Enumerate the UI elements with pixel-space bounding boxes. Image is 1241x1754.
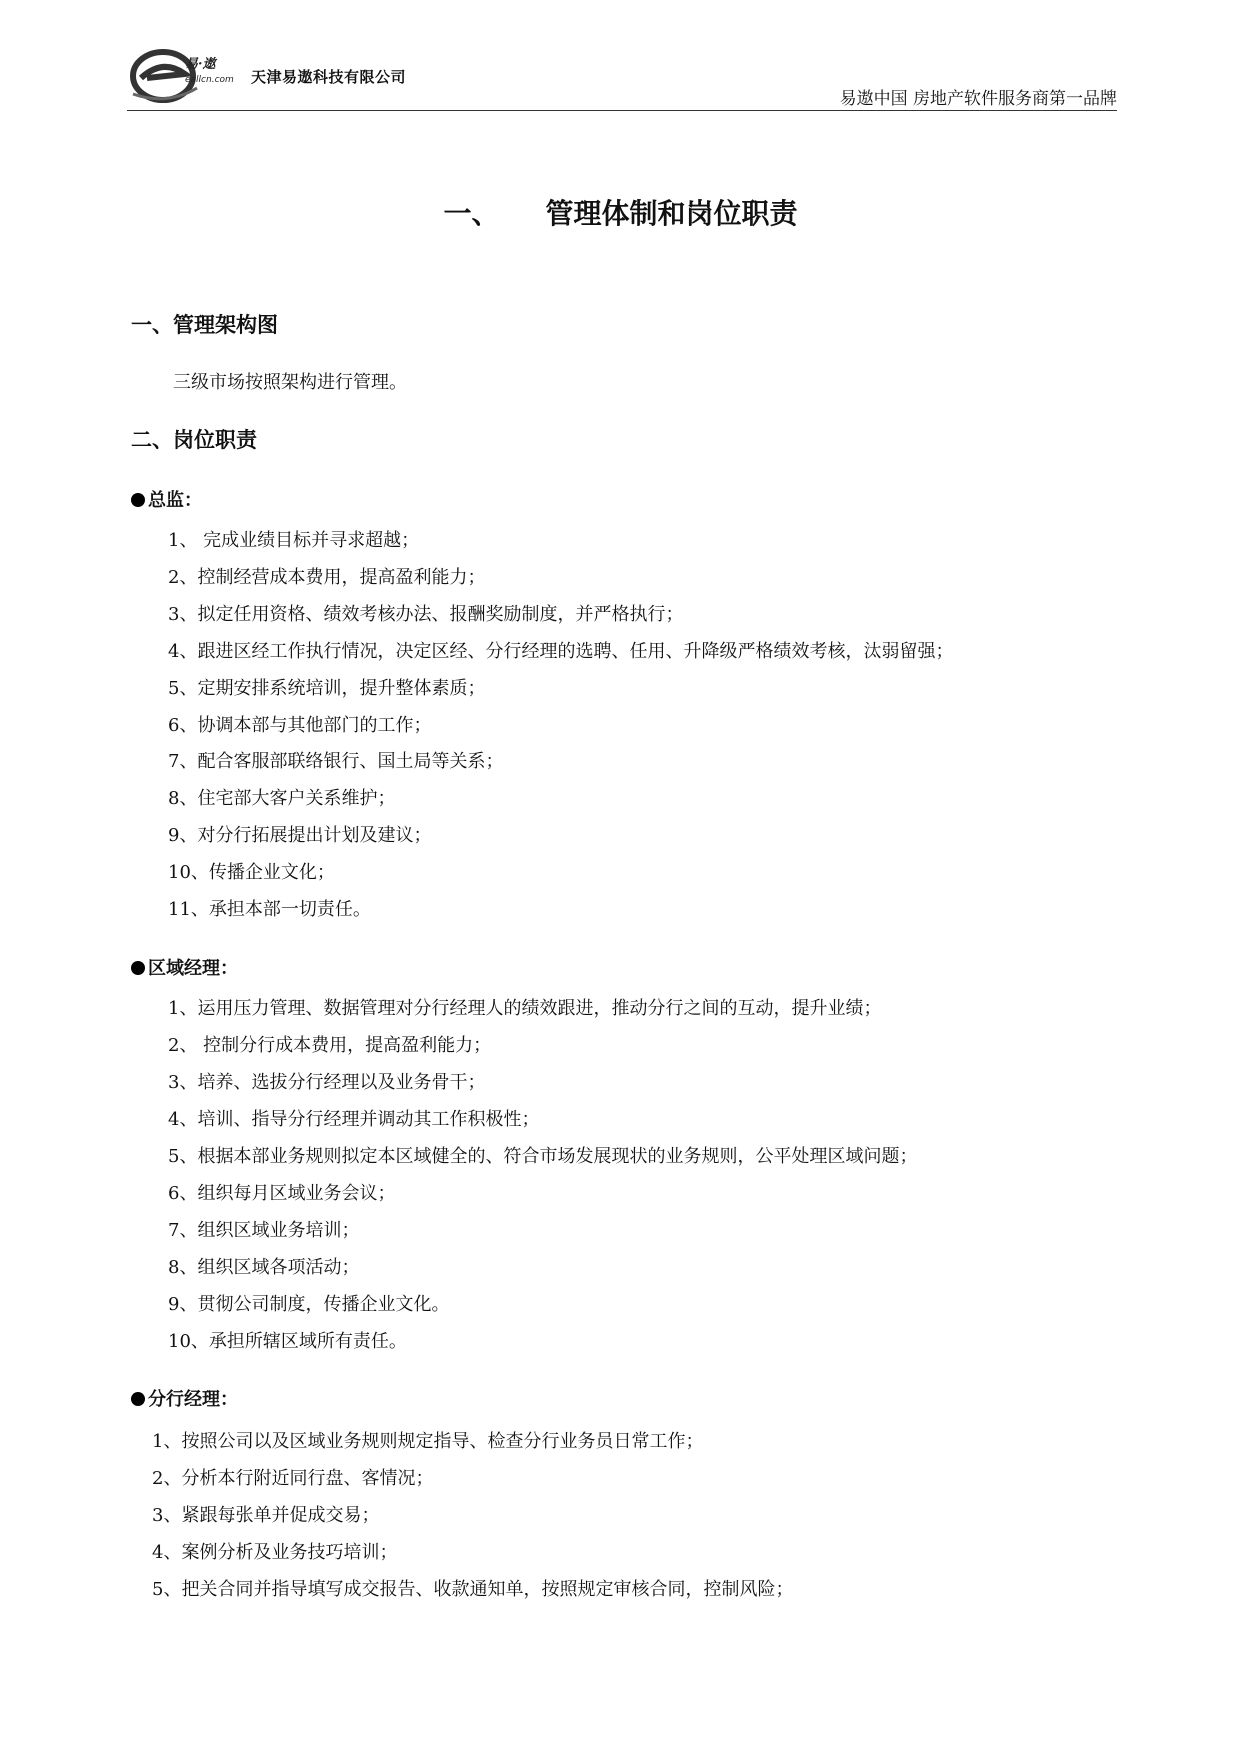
list-item: 11、承担本部一切责任。 — [168, 899, 371, 920]
page-header — [127, 44, 1117, 112]
list-item: 6、协调本部与其他部门的工作； — [168, 715, 432, 736]
list-item: 2、控制经营成本费用，提高盈利能力； — [168, 567, 486, 588]
bullet-icon — [131, 493, 145, 507]
list-item: 5、根据本部业务规则拟定本区域健全的、符合市场发展现状的业务规则，公平处理区域问题； — [168, 1146, 918, 1167]
list-item: 9、贯彻公司制度，传播企业文化。 — [168, 1294, 450, 1315]
header-divider — [127, 110, 1117, 111]
list-item: 10、承担所辖区域所有责任。 — [168, 1331, 407, 1352]
list-item: 4、培训、指导分行经理并调动其工作积极性； — [168, 1109, 540, 1130]
svg-text:易·遨: 易·遨 — [185, 57, 216, 72]
header-slogan: 易遨中国 房地产软件服务商第一品牌 — [839, 89, 1117, 109]
list-item: 3、拟定任用资格、绩效考核办法、报酬奖励制度，并严格执行； — [168, 604, 684, 625]
role-heading-branch-manager: 分行经理： — [131, 1385, 238, 1411]
title-text: 管理体制和岗位职责 — [545, 197, 798, 230]
list-item: 3、紧跟每张单并促成交易； — [152, 1505, 380, 1526]
role-heading-regional-manager: 区域经理： — [131, 954, 238, 980]
company-logo — [127, 44, 237, 104]
bullet-icon — [131, 961, 145, 975]
list-item: 2、分析本行附近同行盘、客情况； — [152, 1468, 434, 1489]
bullet-icon — [131, 1392, 145, 1406]
section-paragraph: 三级市场按照架构进行管理。 — [173, 372, 407, 393]
list-item: 6、组织每月区域业务会议； — [168, 1183, 396, 1204]
list-item: 5、定期安排系统培训，提升整体素质； — [168, 678, 486, 699]
role-heading-director: 总监： — [131, 486, 202, 512]
list-item: 8、组织区域各项活动； — [168, 1257, 360, 1278]
list-item: 7、组织区域业务培训； — [168, 1220, 360, 1241]
list-item: 1、按照公司以及区域业务规则规定指导、检查分行业务员日常工作； — [152, 1431, 704, 1452]
title-number: 一、 — [443, 197, 500, 230]
section-heading-structure: 一、管理架构图 — [131, 313, 278, 337]
list-item: 4、跟进区经工作执行情况，决定区经、分行经理的选聘、任用、升降级严格绩效考核，汰弱留强； — [168, 641, 954, 662]
list-item: 3、培养、选拔分行经理以及业务骨干； — [168, 1072, 486, 1093]
list-item: 4、案例分析及业务技巧培训； — [152, 1542, 398, 1563]
company-name: 天津易遨科技有限公司 — [251, 68, 407, 86]
list-item: 5、把关合同并指导填写成交报告、收款通知单，按照规定审核合同，控制风险； — [152, 1579, 794, 1600]
list-item: 1、运用压力管理、数据管理对分行经理人的绩效跟进，推动分行之间的互动，提升业绩； — [168, 998, 882, 1019]
list-item: 1、 完成业绩目标并寻求超越； — [168, 530, 420, 551]
list-item: 2、 控制分行成本费用，提高盈利能力； — [168, 1035, 492, 1056]
page-title — [0, 192, 1241, 232]
list-item: 8、住宅部大客户关系维护； — [168, 788, 396, 809]
list-item: 10、传播企业文化； — [168, 862, 335, 883]
list-item: 9、对分行拓展提出计划及建议； — [168, 825, 432, 846]
svg-text:eallcn.com: eallcn.com — [185, 75, 234, 85]
list-item: 7、配合客服部联络银行、国土局等关系； — [168, 751, 504, 772]
section-heading-duties: 二、岗位职责 — [131, 428, 257, 452]
